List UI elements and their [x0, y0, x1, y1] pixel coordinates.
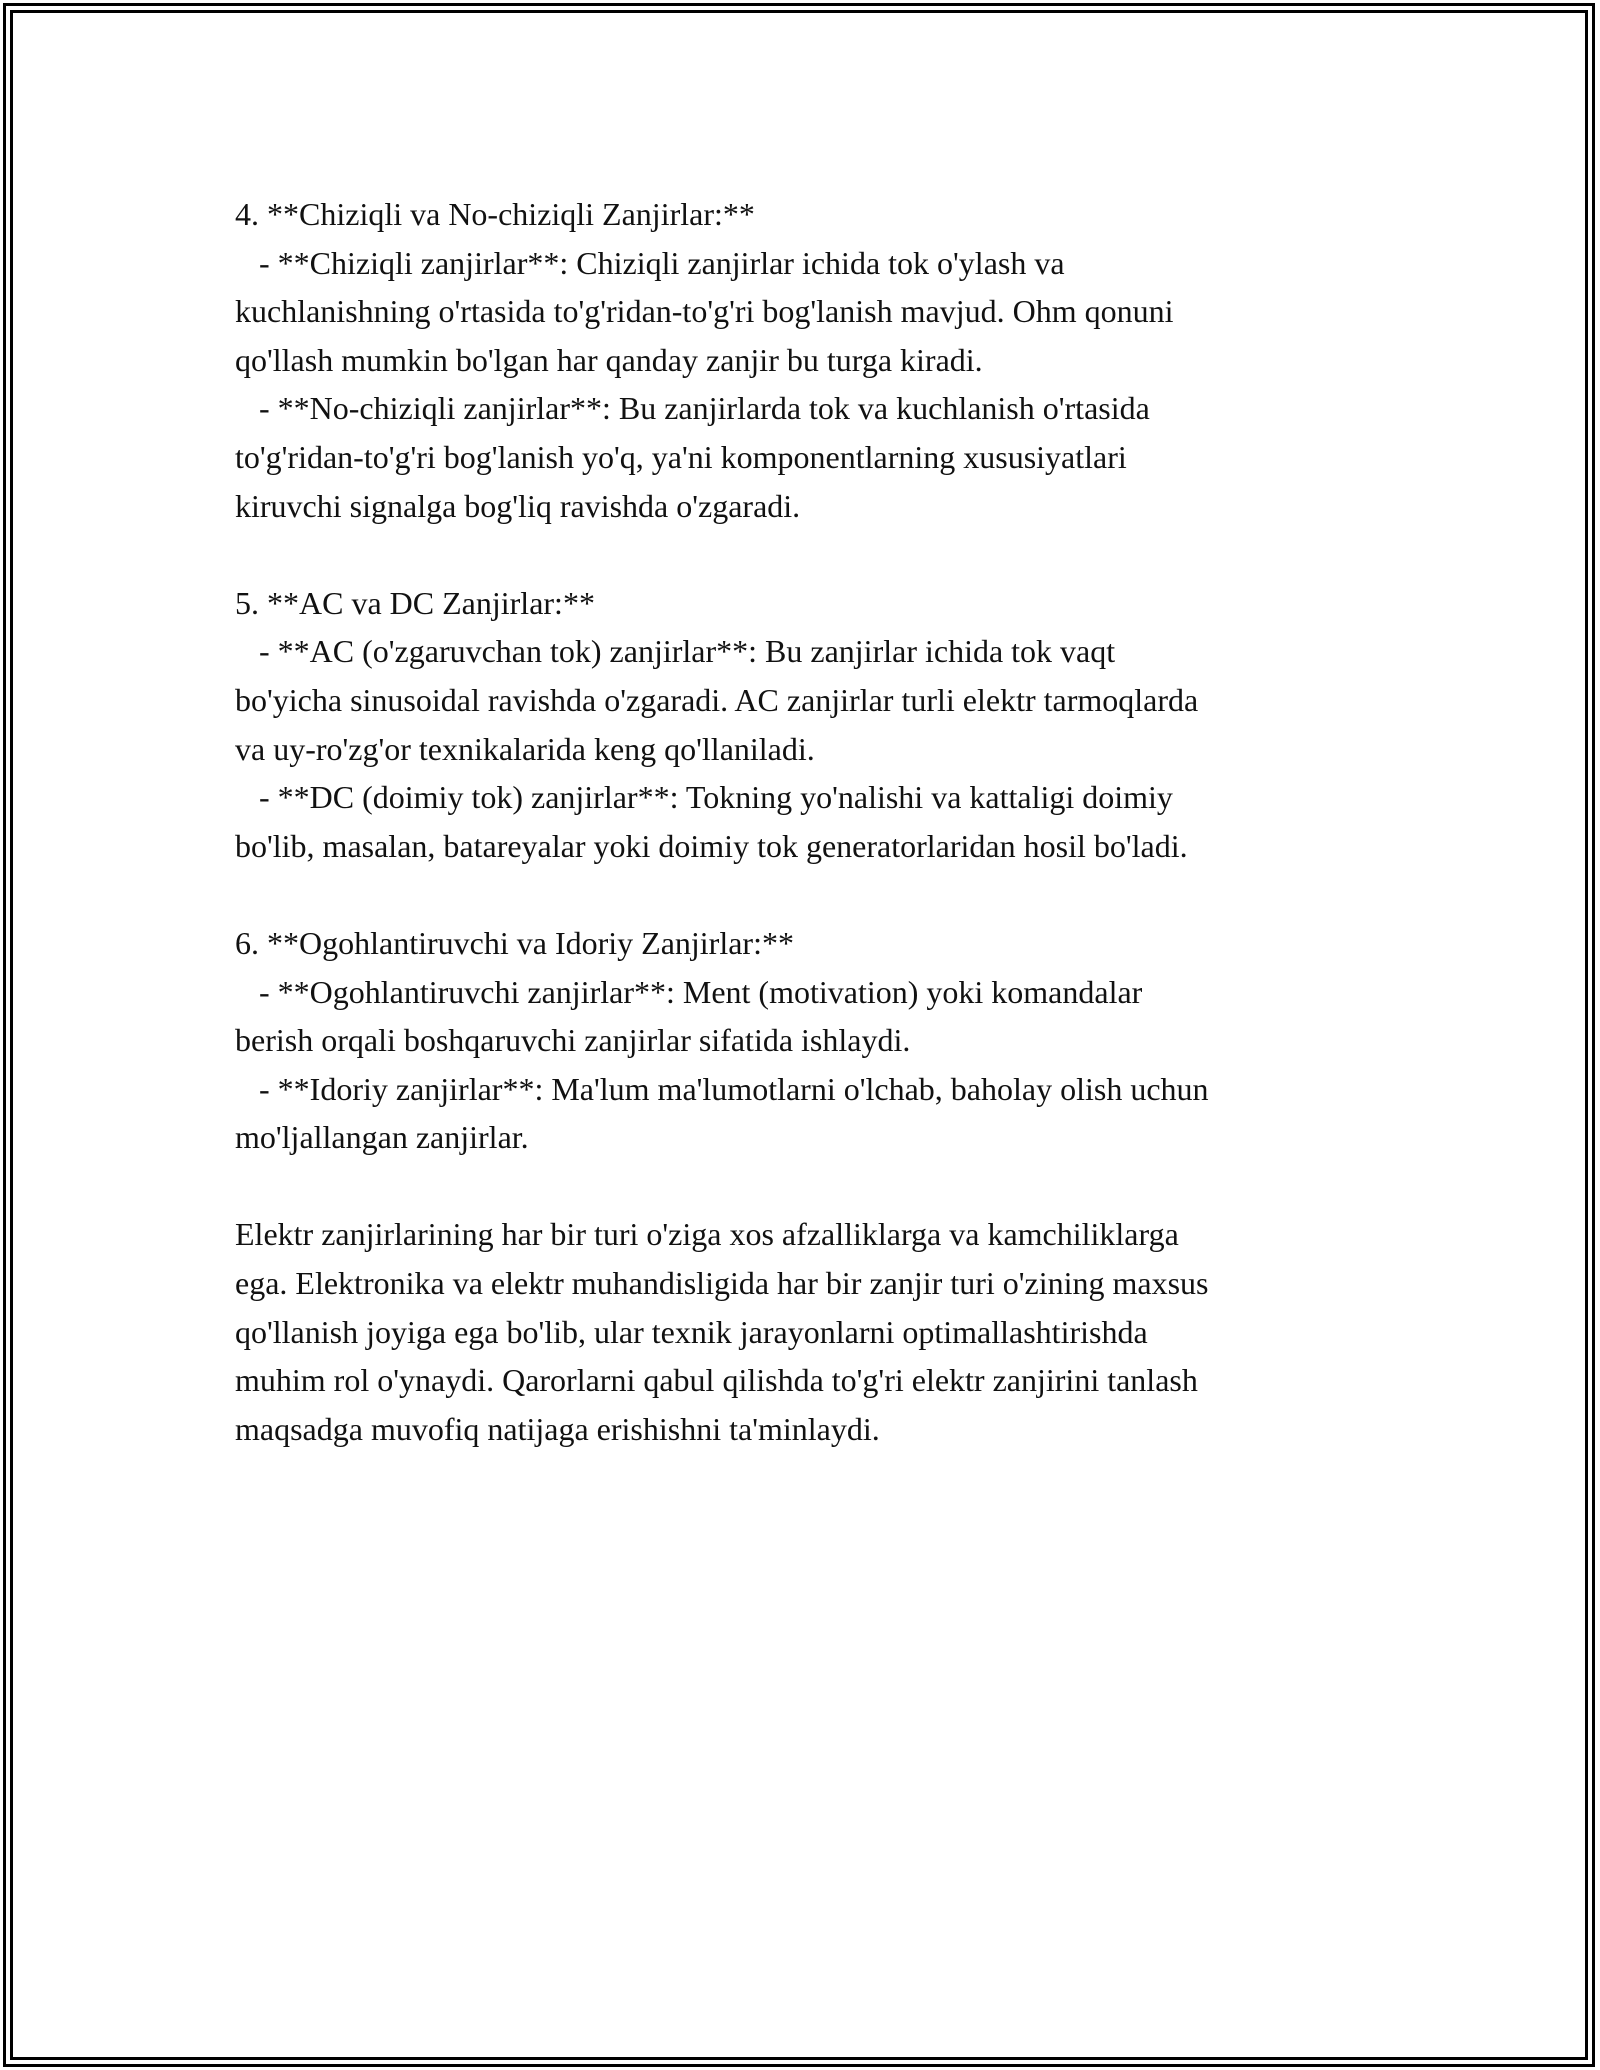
list-item [235, 1065, 1375, 1162]
paragraph-spacer [235, 1162, 1375, 1211]
list-item [235, 627, 1375, 773]
text-line: kiruvchi signalga bog'liq ravishda o'zgaradi. [235, 487, 801, 524]
text-line: berish orqali boshqaruvchi zanjirlar sifatida ishlaydi. [235, 1022, 911, 1059]
text-line: Elektr zanjirlarining har bir turi o'ziga xos afzalliklarga va kamchiliklarga [235, 1216, 1179, 1253]
section-ogohlantiruvchi [235, 919, 1375, 1162]
section-heading: 5. **AC va DC Zanjirlar:** [235, 584, 595, 621]
text-line: bo'yicha sinusoidal ravishda o'zgaradi. AC zanjirlar turli elektr tarmoqlarda [235, 681, 1199, 718]
text-line: - **Idoriy zanjirlar**: Ma'lum ma'lumotlarni o'lchab, baholay olish uchun [235, 1070, 1209, 1107]
list-item [235, 968, 1375, 1065]
text-line: muhim rol o'ynaydi. Qarorlarni qabul qilishda to'g'ri elektr zanjirini tanlash [235, 1362, 1198, 1399]
list-item [235, 384, 1375, 530]
section-chiziqli [235, 190, 1375, 530]
text-line: qo'llanish joyiga ega bo'lib, ular texnik jarayonlarni optimallashtirishda [235, 1313, 1148, 1350]
paragraph-spacer [235, 530, 1375, 579]
section-heading: 6. **Ogohlantiruvchi va Idoriy Zanjirlar:** [235, 924, 794, 961]
document-body [235, 190, 1375, 1453]
text-line: maqsadga muvofiq natijaga erishishni ta'minlaydi. [235, 1410, 880, 1447]
text-line: - **AC (o'zgaruvchan tok) zanjirlar**: Bu zanjirlar ichida tok vaqt [235, 633, 1116, 670]
paragraph-spacer [235, 870, 1375, 919]
text-line: ega. Elektronika va elektr muhandisligida har bir zanjir turi o'zining maxsus [235, 1265, 1209, 1302]
list-item [235, 239, 1375, 385]
text-line: - **Ogohlantiruvchi zanjirlar**: Ment (motivation) yoki komandalar [235, 973, 1143, 1010]
list-item [235, 773, 1375, 870]
text-line: - **Chiziqli zanjirlar**: Chiziqli zanjirlar ichida tok o'ylash va [235, 244, 1065, 281]
text-line: - **No-chiziqli zanjirlar**: Bu zanjirlarda tok va kuchlanish o'rtasida [235, 390, 1150, 427]
text-line: va uy-ro'zg'or texnikalarida keng qo'llaniladi. [235, 730, 815, 767]
text-line: mo'ljallangan zanjirlar. [235, 1119, 529, 1156]
text-line: qo'llash mumkin bo'lgan har qanday zanjir bu turga kiradi. [235, 341, 983, 378]
section-heading: 4. **Chiziqli va No-chiziqli Zanjirlar:** [235, 196, 755, 232]
text-line: kuchlanishning o'rtasida to'g'ridan-to'g'ri bog'lanish mavjud. Ohm qonuni [235, 293, 1174, 330]
conclusion-paragraph [235, 1210, 1375, 1453]
text-line: - **DC (doimiy tok) zanjirlar**: Tokning yo'nalishi va kattaligi doimiy [235, 779, 1173, 816]
section-ac-dc [235, 579, 1375, 871]
text-line: to'g'ridan-to'g'ri bog'lanish yo'q, ya'ni komponentlarning xususiyatlari [235, 438, 1127, 475]
text-line: bo'lib, masalan, batareyalar yoki doimiy tok generatorlaridan hosil bo'ladi. [235, 827, 1188, 864]
